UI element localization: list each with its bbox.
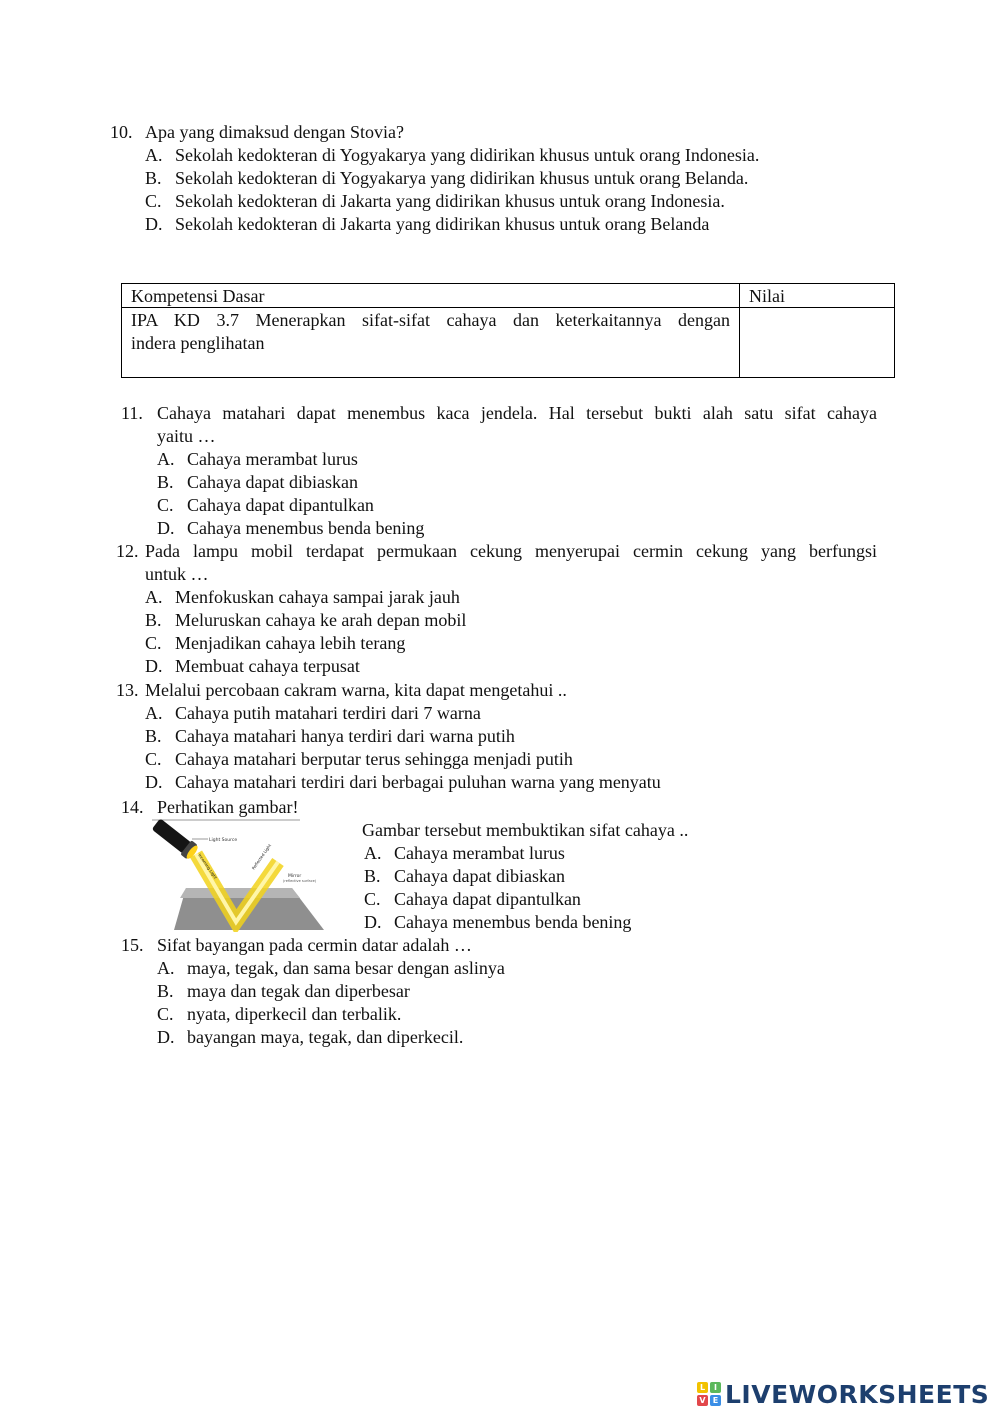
option-text: Cahaya matahari terdiri dari berbagai puluhan warna yang menyatu — [175, 772, 661, 792]
option-text: Menfokuskan cahaya sampai jarak jauh — [175, 587, 460, 607]
q12-option-a[interactable] — [145, 586, 460, 609]
q14-option-a[interactable] — [364, 842, 565, 865]
header-kompetensi-dasar: Kompetensi Dasar — [131, 286, 265, 306]
q14-option-b[interactable] — [364, 865, 565, 888]
q15-option-d[interactable] — [157, 1026, 463, 1049]
option-text: Meluruskan cahaya ke arah depan mobil — [175, 610, 467, 630]
option-letter: A. — [145, 587, 163, 607]
q10-option-b[interactable] — [145, 167, 748, 190]
kd-description-line1: IPA KD 3.7 Menerapkan sifat-sifat cahaya dan keterkaitannya dengan — [131, 310, 730, 330]
option-text: Sekolah kedokteran di Yogyakarya yang didirikan khusus untuk orang Indonesia. — [175, 145, 760, 165]
q11-option-c[interactable] — [157, 494, 374, 517]
option-letter: B. — [364, 866, 381, 886]
option-text: Cahaya menembus benda bening — [187, 518, 425, 538]
option-letter: D. — [364, 912, 382, 932]
option-text: Cahaya matahari hanya terdiri dari warna putih — [175, 726, 515, 746]
logo-mark-i: I — [710, 1382, 721, 1393]
option-letter: A. — [364, 843, 382, 863]
label-mirror-sub: (reflective surface) — [283, 879, 317, 883]
option-letter: C. — [157, 1004, 174, 1024]
q15-option-a[interactable] — [157, 957, 505, 980]
option-letter: C. — [145, 633, 162, 653]
competency-table — [121, 283, 895, 378]
q12-option-d[interactable] — [145, 655, 360, 678]
q12-option-b[interactable] — [145, 609, 466, 632]
q11-option-d[interactable] — [157, 517, 424, 540]
option-text: Cahaya merambat lurus — [187, 449, 358, 469]
q13-number: 13. — [116, 680, 139, 700]
q14-option-d[interactable] — [364, 911, 631, 934]
q11-number: 11. — [121, 403, 143, 423]
q12-question-line2: untuk … — [145, 564, 209, 584]
option-letter: A. — [157, 958, 175, 978]
q10-question: Apa yang dimaksud dengan Stovia? — [145, 122, 404, 142]
option-text: Cahaya dapat dibiaskan — [187, 472, 358, 492]
option-letter: B. — [145, 610, 162, 630]
logo-mark-icon — [697, 1382, 721, 1406]
label-reflected-light: Reflected Light — [250, 843, 273, 871]
q12-option-c[interactable] — [145, 632, 405, 655]
q12-question-line1: Pada lampu mobil terdapat permukaan cekung menyerupai cermin cekung yang berfungsi — [145, 541, 877, 561]
q15-option-c[interactable] — [157, 1003, 401, 1026]
q10-number: 10. — [110, 122, 133, 142]
light-source-icon — [150, 818, 200, 861]
q14-question: Perhatikan gambar! — [157, 797, 299, 817]
label-light-source: Light Source — [209, 838, 238, 843]
q15-option-b[interactable] — [157, 980, 410, 1003]
option-letter: C. — [157, 495, 174, 515]
option-letter: C. — [364, 889, 381, 909]
option-text: Cahaya menembus benda bening — [394, 912, 632, 932]
logo-mark-l: L — [697, 1382, 708, 1393]
option-text: Cahaya dapat dibiaskan — [394, 866, 565, 886]
option-text: nyata, diperkecil dan terbalik. — [187, 1004, 402, 1024]
q11-option-b[interactable] — [157, 471, 358, 494]
option-letter: C. — [145, 749, 162, 769]
q10-option-d[interactable] — [145, 213, 709, 236]
option-text: maya, tegak, dan sama besar dengan aslinya — [187, 958, 505, 978]
table-divider-vertical — [739, 284, 740, 377]
option-letter: B. — [157, 981, 174, 1001]
q11-question-line2: yaitu … — [157, 426, 216, 446]
option-text: Sekolah kedokteran di Yogyakarya yang didirikan khusus untuk orang Belanda. — [175, 168, 749, 188]
q13-option-c[interactable] — [145, 748, 573, 771]
q11-option-a[interactable] — [157, 448, 358, 471]
option-letter: A. — [157, 449, 175, 469]
q13-option-b[interactable] — [145, 725, 515, 748]
q10-option-c[interactable] — [145, 190, 725, 213]
option-letter: C. — [145, 191, 162, 211]
liveworksheets-logo[interactable] — [697, 1378, 989, 1410]
logo-text: LIVEWORKSHEETS — [725, 1379, 990, 1409]
logo-mark-v: V — [697, 1395, 708, 1406]
option-text: Cahaya putih matahari terdiri dari 7 warna — [175, 703, 481, 723]
option-letter: D. — [145, 772, 163, 792]
label-incoming-light: Incoming Light — [197, 852, 219, 880]
option-text: Sekolah kedokteran di Jakarta yang didirikan khusus untuk orang Indonesia. — [175, 191, 725, 211]
option-letter: D. — [145, 656, 163, 676]
q10-option-a[interactable] — [145, 144, 759, 167]
option-letter: B. — [145, 726, 162, 746]
q15-question: Sifat bayangan pada cermin datar adalah … — [157, 935, 472, 955]
q12-number: 12. — [116, 541, 139, 561]
option-text: Sekolah kedokteran di Jakarta yang didirikan khusus untuk orang Belanda — [175, 214, 710, 234]
reflection-figure — [150, 818, 325, 932]
q14-option-c[interactable] — [364, 888, 581, 911]
option-letter: D. — [157, 1027, 175, 1047]
option-text: Cahaya matahari berputar terus sehingga menjadi putih — [175, 749, 573, 769]
nilai-input[interactable] — [742, 309, 892, 375]
option-text: Cahaya merambat lurus — [394, 843, 565, 863]
reflection-diagram — [150, 818, 325, 932]
option-letter: A. — [145, 145, 163, 165]
mirror-top-face — [180, 888, 300, 898]
q11-question-line1: Cahaya matahari dapat menembus kaca jendela. Hal tersebut bukti alah satu sifat cahaya — [157, 403, 877, 423]
q14-caption: Gambar tersebut membuktikan sifat cahaya .. — [362, 820, 689, 840]
option-text: Cahaya dapat dipantulkan — [394, 889, 581, 909]
option-letter: B. — [145, 168, 162, 188]
q15-number: 15. — [121, 935, 144, 955]
kd-description-line2: indera penglihatan — [131, 333, 265, 353]
option-letter: D. — [157, 518, 175, 538]
q14-number: 14. — [121, 797, 144, 817]
option-letter: A. — [145, 703, 163, 723]
label-mirror: Mirror — [288, 874, 302, 879]
option-text: Membuat cahaya terpusat — [175, 656, 360, 676]
option-letter: D. — [145, 214, 163, 234]
option-text: maya dan tegak dan diperbesar — [187, 981, 410, 1001]
q13-option-a[interactable] — [145, 702, 481, 725]
logo-mark-e: E — [710, 1395, 721, 1406]
q13-option-d[interactable] — [145, 771, 661, 794]
option-text: bayangan maya, tegak, dan diperkecil. — [187, 1027, 464, 1047]
option-letter: B. — [157, 472, 174, 492]
option-text: Menjadikan cahaya lebih terang — [175, 633, 406, 653]
option-text: Cahaya dapat dipantulkan — [187, 495, 374, 515]
header-nilai: Nilai — [749, 286, 785, 306]
q13-question: Melalui percobaan cakram warna, kita dapat mengetahui .. — [145, 680, 567, 700]
